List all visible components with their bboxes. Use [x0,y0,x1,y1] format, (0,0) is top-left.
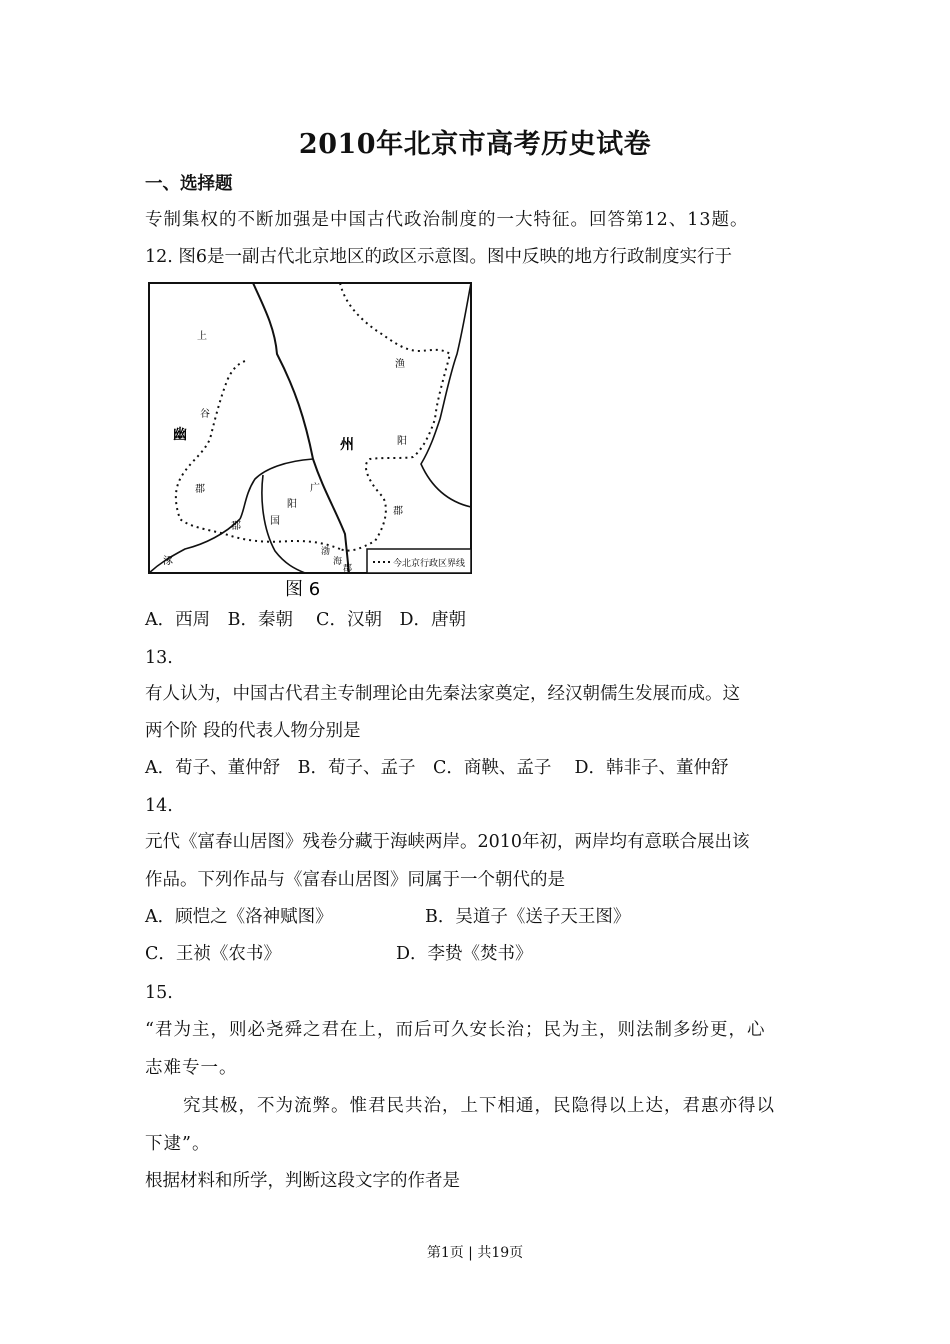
q13-stem-line2: 两个阶 段的代表人物分别是 [145,721,361,741]
q13-number: 13. [145,648,173,668]
svg-text:郡: 郡 [195,484,205,495]
svg-text:涿: 涿 [163,556,173,567]
q15-number: 15. [145,983,173,1003]
paper-title: 2010年北京市高考历史试卷 [298,129,652,160]
q14-number: 14. [145,796,173,816]
ancient-beijing-map [145,279,475,599]
svg-text:国: 国 [270,516,280,527]
svg-text:郡: 郡 [231,521,241,532]
section-heading: 一、选择题 [145,174,233,194]
svg-text:阳: 阳 [287,499,297,510]
q12-stem: 12. 图6是一副古代北京地区的政区示意图。图中反映的地方行政制度实行于 [145,247,733,267]
svg-text:渤: 渤 [321,547,331,557]
svg-text:郡: 郡 [393,506,403,517]
q14-option-a: A．顾恺之《洛神赋图》 [145,907,333,927]
svg-text:广: 广 [310,483,320,494]
svg-text:郡: 郡 [343,564,353,574]
q14-option-d: D．李贽《焚书》 [396,944,533,964]
svg-text:谷: 谷 [200,409,210,420]
svg-text:渔: 渔 [395,359,405,370]
svg-text:州: 州 [340,437,354,453]
q14-stem-line2: 作品。下列作品与《富春山居图》同属于一个朝代的是 [145,870,565,890]
q15-quote-line3: 究其极，不为流弊。惟君民共治，上下相通，民隐得以上达，君惠亦得以 [183,1096,775,1116]
map-legend: 今北京行政区界线 [393,559,466,569]
page-footer: 第1页 | 共19页 [426,1245,524,1261]
svg-text:上: 上 [197,331,207,342]
q15-quote-line4: 下逮”。 [145,1134,211,1154]
q15-quote-line1: “君为主，则必尧舜之君在上，而后可久安长治；民为主，则法制多纷更，心 [145,1020,766,1040]
q14-option-b: B．吴道子《送子天王图》 [425,907,631,927]
svg-text:海: 海 [333,557,343,567]
q15-quote-line2: 志难专一。 [145,1058,238,1078]
q14-stem-line1: 元代《富春山居图》残卷分藏于海峡两岸。2010年初，两岸均有意联合展出该 [145,832,750,852]
q15-question: 根据材料和所学，判断这段文字的作者是 [145,1171,460,1191]
svg-text:幽: 幽 [173,427,187,443]
svg-text:阳: 阳 [397,436,407,447]
map-caption: 图 6 [285,579,321,599]
q14-option-c: C．王祯《农书》 [145,944,281,964]
q13-stem-line1: 有人认为，中国古代君主专制理论由先秦法家奠定，经汉朝儒生发展而成。这 [145,684,740,704]
q13-options: A．荀子、董仲舒 B．荀子、孟子 C．商鞅、孟子 D．韩非子、董仲舒 [145,758,729,778]
q12-options: A．西周 B．秦朝 C．汉朝 D．唐朝 [145,610,466,630]
intro-text: 专制集权的不断加强是中国古代政治制度的一大特征。回答第12、13题。 [145,210,749,230]
